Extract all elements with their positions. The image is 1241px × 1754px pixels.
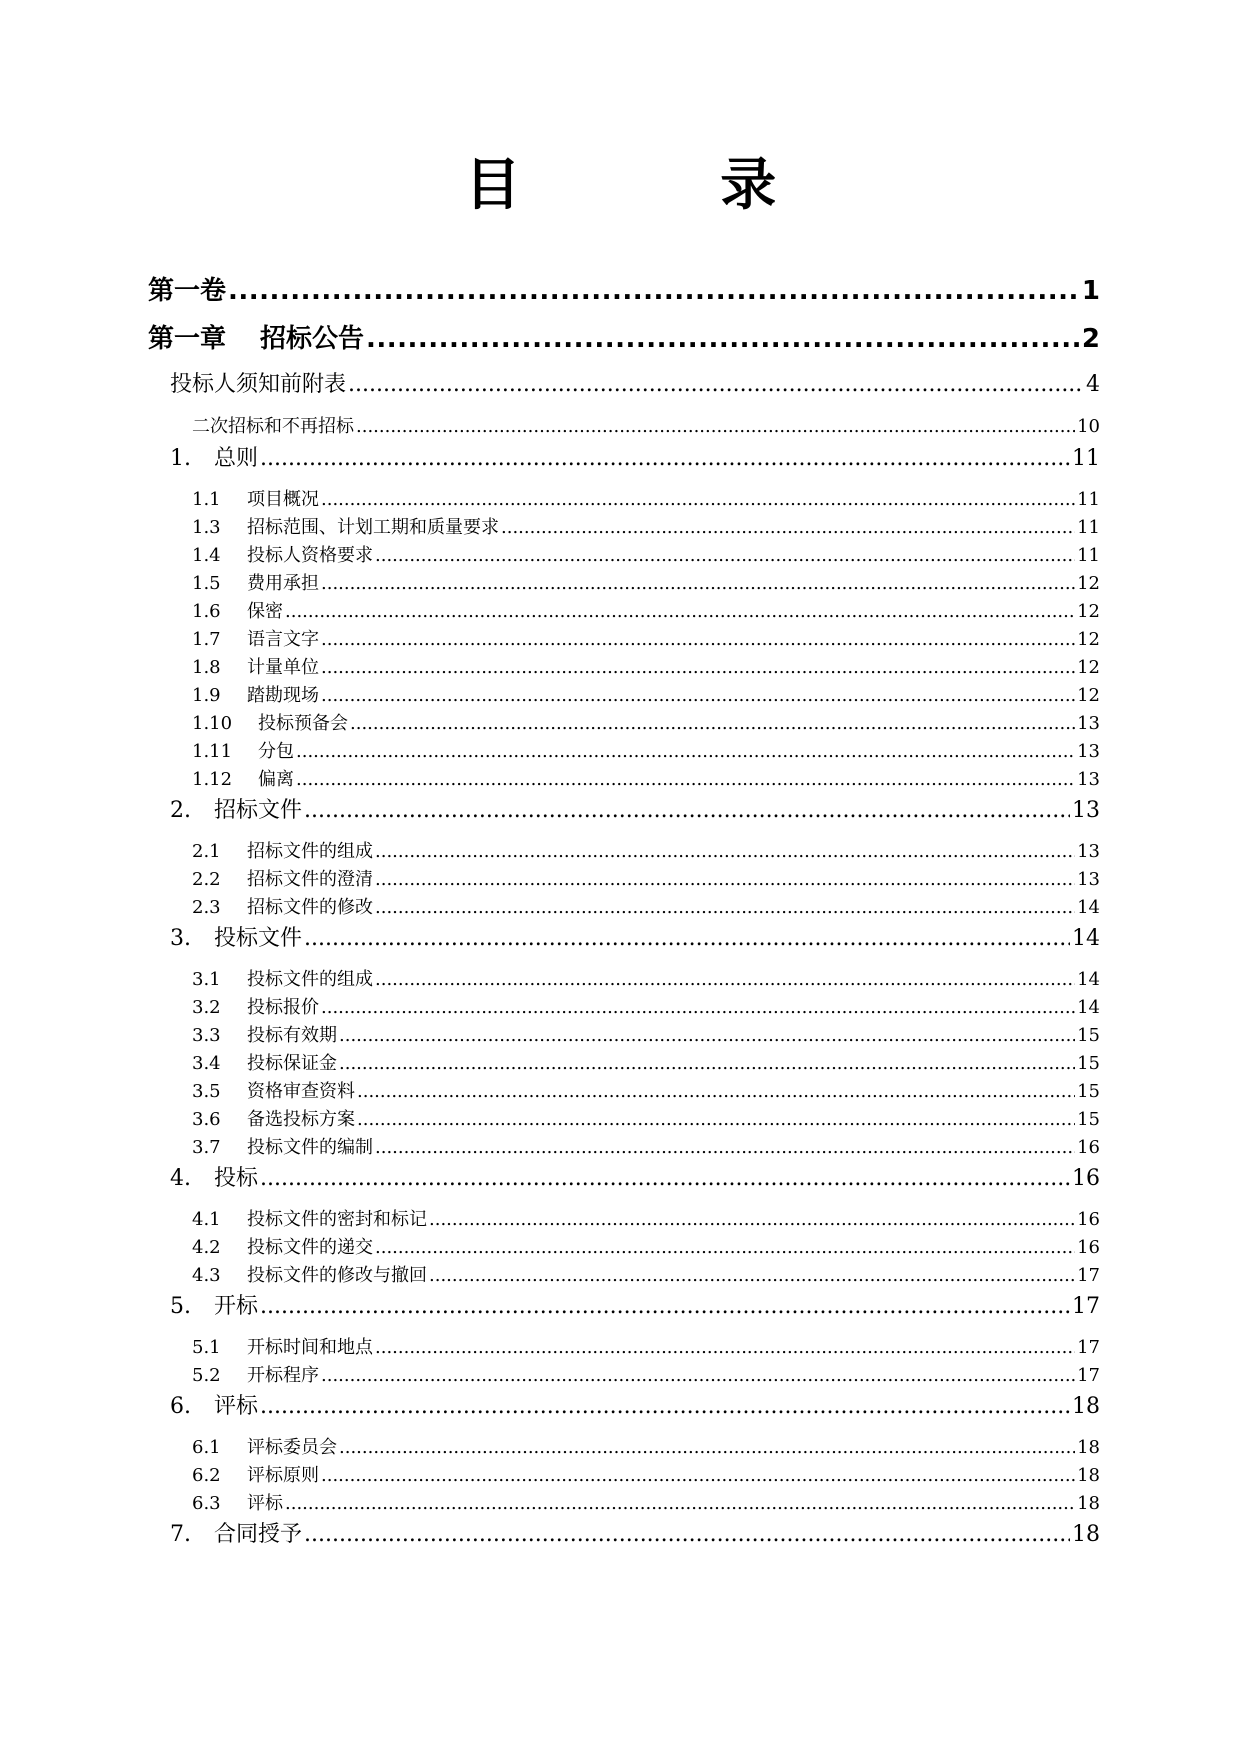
toc-page-number: 1 <box>1081 276 1100 306</box>
toc-entry[interactable] <box>170 1389 1100 1420</box>
toc-entry-title: 投标文件 <box>214 926 303 951</box>
toc-entry[interactable] <box>192 1261 1100 1287</box>
toc-dot-leader <box>321 573 1075 594</box>
toc-entry-title: 评标委员会 <box>247 1437 337 1458</box>
toc-page-number: 13 <box>1072 798 1100 823</box>
toc-dot-leader <box>260 1394 1070 1419</box>
toc-dot-leader <box>375 1137 1075 1158</box>
toc-entry-title: 语言文字 <box>247 629 319 650</box>
toc-dot-leader <box>350 713 1075 734</box>
toc-entry-number: 5.1 <box>192 1337 221 1358</box>
toc-page-number: 13 <box>1077 841 1100 862</box>
toc-page-number: 4 <box>1086 372 1100 397</box>
toc-page-number: 16 <box>1077 1209 1100 1230</box>
toc-entry-title: 招标公告 <box>260 324 365 354</box>
toc-entry-title: 总则 <box>214 446 259 471</box>
toc-page-number: 16 <box>1072 1166 1100 1191</box>
toc-entry[interactable] <box>192 737 1100 763</box>
toc-entry-number: 3.5 <box>192 1081 221 1102</box>
toc-page-number: 11 <box>1077 545 1100 566</box>
toc-dot-leader <box>304 798 1070 823</box>
toc-dot-leader <box>375 545 1075 566</box>
toc-page-number: 13 <box>1077 741 1100 762</box>
toc-dot-leader <box>357 1109 1075 1130</box>
toc-entry-title: 合同授予 <box>214 1522 303 1547</box>
toc-page-number: 16 <box>1077 1137 1100 1158</box>
toc-entry[interactable] <box>192 513 1100 539</box>
toc-entry-number: 1.1 <box>192 489 221 510</box>
toc-entry-number: 3.3 <box>192 1025 221 1046</box>
toc-dot-leader <box>375 1237 1075 1258</box>
toc-entry-title: 招标文件的组成 <box>247 841 373 862</box>
toc-entry-number: 第一章 <box>148 324 227 354</box>
toc-entry-number: 3.1 <box>192 969 221 990</box>
toc-entry-title: 开标程序 <box>247 1365 319 1386</box>
toc-page-number: 13 <box>1077 713 1100 734</box>
toc-dot-leader <box>339 1437 1075 1458</box>
toc-entry-number: 1.6 <box>192 601 221 622</box>
toc-entry[interactable] <box>192 993 1100 1019</box>
toc-entry-number: 4. <box>170 1166 191 1191</box>
toc-entry-title: 偏离 <box>258 769 294 790</box>
toc-page-number: 18 <box>1072 1394 1100 1419</box>
toc-entry-number: 3.4 <box>192 1053 221 1074</box>
toc-entry[interactable] <box>192 653 1100 679</box>
toc-entry[interactable] <box>192 625 1100 651</box>
toc-dot-leader <box>375 869 1075 890</box>
toc-entry-number: 1.11 <box>192 741 233 762</box>
toc-entry[interactable] <box>192 837 1100 863</box>
toc-page-number: 10 <box>1077 416 1100 437</box>
toc-entry-number: 3.6 <box>192 1109 221 1130</box>
toc-entry[interactable] <box>192 1021 1100 1047</box>
toc-page-number: 12 <box>1077 601 1100 622</box>
toc-entry-title: 评标 <box>247 1493 283 1514</box>
toc-entry-title: 招标文件 <box>214 798 303 823</box>
toc-dot-leader <box>321 489 1075 510</box>
toc-page-number: 17 <box>1077 1365 1100 1386</box>
toc-entry-title: 评标原则 <box>247 1465 319 1486</box>
toc-entry-title: 投标有效期 <box>247 1025 337 1046</box>
toc-entry-title: 备选投标方案 <box>247 1109 355 1130</box>
toc-dot-leader <box>304 1522 1070 1547</box>
toc-dot-leader <box>366 324 1080 354</box>
toc-dot-leader <box>429 1209 1075 1230</box>
toc-page-number: 12 <box>1077 629 1100 650</box>
toc-dot-leader <box>375 969 1075 990</box>
toc-entry-title: 投标文件的编制 <box>247 1137 373 1158</box>
toc-entry-title: 投标保证金 <box>247 1053 337 1074</box>
toc-entry[interactable] <box>192 412 1100 438</box>
toc-dot-leader <box>285 601 1075 622</box>
toc-entry-number: 3.7 <box>192 1137 221 1158</box>
toc-entry[interactable] <box>192 865 1100 891</box>
toc-entry[interactable] <box>192 1433 1100 1459</box>
toc-entry-title: 招标文件的澄清 <box>247 869 373 890</box>
toc-entry-number: 2.1 <box>192 841 221 862</box>
toc-page-number: 15 <box>1077 1053 1100 1074</box>
toc-dot-leader <box>375 1337 1075 1358</box>
toc-page-number: 14 <box>1072 926 1100 951</box>
toc-page-number: 14 <box>1077 897 1100 918</box>
toc-entry-number: 3. <box>170 926 191 951</box>
toc-entry-title: 开标时间和地点 <box>247 1337 373 1358</box>
toc-entry[interactable] <box>170 921 1100 952</box>
toc-entry-title: 投标文件的修改与撤回 <box>247 1265 427 1286</box>
toc-entry-number: 1.4 <box>192 545 221 566</box>
toc-entry-number: 6.1 <box>192 1437 221 1458</box>
toc-page-number: 13 <box>1077 769 1100 790</box>
toc-page-number: 12 <box>1077 573 1100 594</box>
toc-entry[interactable] <box>192 1489 1100 1515</box>
toc-entry-number: 1.5 <box>192 573 221 594</box>
toc-entry-number: 1.8 <box>192 657 221 678</box>
toc-dot-leader <box>321 685 1075 706</box>
toc-entry[interactable] <box>192 681 1100 707</box>
toc-page-number: 15 <box>1077 1025 1100 1046</box>
toc-page-number: 17 <box>1077 1265 1100 1286</box>
toc-dot-leader <box>228 276 1080 306</box>
toc-entry-number: 4.1 <box>192 1209 221 1230</box>
toc-entry[interactable] <box>170 1289 1100 1320</box>
toc-page-number: 18 <box>1072 1522 1100 1547</box>
toc-dot-leader <box>260 1166 1070 1191</box>
toc-entry[interactable] <box>192 1105 1100 1131</box>
toc-entry-number: 4.3 <box>192 1265 221 1286</box>
toc-page-number: 14 <box>1077 969 1100 990</box>
toc-entry[interactable] <box>192 709 1100 735</box>
toc-entry[interactable] <box>192 541 1100 567</box>
toc-entry-title: 投标预备会 <box>258 713 348 734</box>
toc-dot-leader <box>321 997 1075 1018</box>
toc-dot-leader <box>260 446 1070 471</box>
toc-entry-title: 投标文件的密封和标记 <box>247 1209 427 1230</box>
toc-entry-number: 2.3 <box>192 897 221 918</box>
toc-dot-leader <box>356 416 1075 437</box>
page-title: 目 录 <box>464 153 867 218</box>
toc-entry-title: 投标报价 <box>247 997 319 1018</box>
toc-entry-title: 踏勘现场 <box>247 685 319 706</box>
toc-entry[interactable] <box>192 1461 1100 1487</box>
toc-entry-number: 1.9 <box>192 685 221 706</box>
toc-entry-number: 3.2 <box>192 997 221 1018</box>
toc-entry[interactable] <box>148 318 1100 355</box>
toc-dot-leader <box>339 1053 1075 1074</box>
toc-page-number: 18 <box>1077 1493 1100 1514</box>
toc-entry-number: 6.2 <box>192 1465 221 1486</box>
toc-entry-number: 5.2 <box>192 1365 221 1386</box>
toc-entry[interactable] <box>170 793 1100 824</box>
toc-page-number: 11 <box>1077 517 1100 538</box>
toc-dot-leader <box>285 1493 1075 1514</box>
toc-entry-title: 计量单位 <box>247 657 319 678</box>
toc-entry[interactable] <box>192 1233 1100 1259</box>
toc-dot-leader <box>321 1365 1075 1386</box>
toc-page-number: 15 <box>1077 1109 1100 1130</box>
toc-dot-leader <box>321 629 1075 650</box>
toc-dot-leader <box>375 897 1075 918</box>
toc-dot-leader <box>429 1265 1075 1286</box>
toc-entry-number: 1.12 <box>192 769 233 790</box>
toc-entry[interactable] <box>192 569 1100 595</box>
toc-entry-title: 分包 <box>258 741 294 762</box>
toc-page-number: 18 <box>1077 1465 1100 1486</box>
toc-entry-title: 投标文件的递交 <box>247 1237 373 1258</box>
toc-entry[interactable] <box>170 1517 1100 1548</box>
toc-entry-number: 4.2 <box>192 1237 221 1258</box>
toc-entry[interactable] <box>192 1205 1100 1231</box>
toc-entry-title: 保密 <box>247 601 283 622</box>
toc-page-number: 12 <box>1077 685 1100 706</box>
toc-page-number: 14 <box>1077 997 1100 1018</box>
toc-page-number: 17 <box>1077 1337 1100 1358</box>
toc-entry[interactable] <box>192 965 1100 991</box>
toc-entry-title: 二次招标和不再招标 <box>192 416 354 437</box>
toc-page-number: 13 <box>1077 869 1100 890</box>
toc-page-number: 18 <box>1077 1437 1100 1458</box>
toc-entry-title: 费用承担 <box>247 573 319 594</box>
toc-page-number: 12 <box>1077 657 1100 678</box>
toc-entry[interactable] <box>192 597 1100 623</box>
toc-dot-leader <box>501 517 1075 538</box>
toc-entry[interactable] <box>148 270 1100 307</box>
toc-entry-number: 2.2 <box>192 869 221 890</box>
toc-dot-leader <box>260 1294 1070 1319</box>
toc-dot-leader <box>321 657 1075 678</box>
toc-entry[interactable] <box>192 893 1100 919</box>
toc-entry-title: 第一卷 <box>148 276 227 306</box>
toc-entry[interactable] <box>192 1077 1100 1103</box>
toc-entry[interactable] <box>170 367 1100 398</box>
toc-entry-number: 2. <box>170 798 191 823</box>
toc-entry-number: 1.7 <box>192 629 221 650</box>
toc-page-number: 15 <box>1077 1081 1100 1102</box>
toc-entry[interactable] <box>192 485 1100 511</box>
toc-entry[interactable] <box>170 1161 1100 1192</box>
toc-entry-number: 1. <box>170 446 191 471</box>
toc-entry-number: 1.10 <box>192 713 233 734</box>
toc-page-number: 2 <box>1081 324 1100 354</box>
toc-entry-number: 6. <box>170 1394 191 1419</box>
toc-entry[interactable] <box>192 765 1100 791</box>
toc-entry-title: 投标人须知前附表 <box>170 372 347 397</box>
toc-entry-number: 1.3 <box>192 517 221 538</box>
toc-dot-leader <box>296 769 1075 790</box>
toc-dot-leader <box>304 926 1070 951</box>
toc-entry-number: 7. <box>170 1522 191 1547</box>
toc-entry-title: 开标 <box>214 1294 259 1319</box>
toc-entry-title: 资格审查资料 <box>247 1081 355 1102</box>
toc-entry-title: 招标文件的修改 <box>247 897 373 918</box>
toc-entry-title: 招标范围、计划工期和质量要求 <box>247 517 499 538</box>
toc-dot-leader <box>296 741 1075 762</box>
toc-entry[interactable] <box>170 441 1100 472</box>
toc-dot-leader <box>339 1025 1075 1046</box>
toc-entry[interactable] <box>192 1049 1100 1075</box>
toc-entry[interactable] <box>192 1361 1100 1387</box>
toc-dot-leader <box>375 841 1075 862</box>
toc-entry-title: 投标文件的组成 <box>247 969 373 990</box>
toc-page-number: 11 <box>1077 489 1100 510</box>
toc-page-number: 11 <box>1072 446 1100 471</box>
toc-entry-title: 投标 <box>214 1166 259 1191</box>
toc-entry-number: 5. <box>170 1294 191 1319</box>
toc-dot-leader <box>357 1081 1075 1102</box>
toc-page-number: 16 <box>1077 1237 1100 1258</box>
toc-entry[interactable] <box>192 1333 1100 1359</box>
toc-dot-leader <box>348 372 1084 397</box>
toc-dot-leader <box>321 1465 1075 1486</box>
toc-entry-title: 评标 <box>214 1394 259 1419</box>
toc-entry[interactable] <box>192 1133 1100 1159</box>
toc-entry-title: 项目概况 <box>247 489 319 510</box>
toc-entry-number: 6.3 <box>192 1493 221 1514</box>
toc-entry-title: 投标人资格要求 <box>247 545 373 566</box>
toc-page-number: 17 <box>1072 1294 1100 1319</box>
